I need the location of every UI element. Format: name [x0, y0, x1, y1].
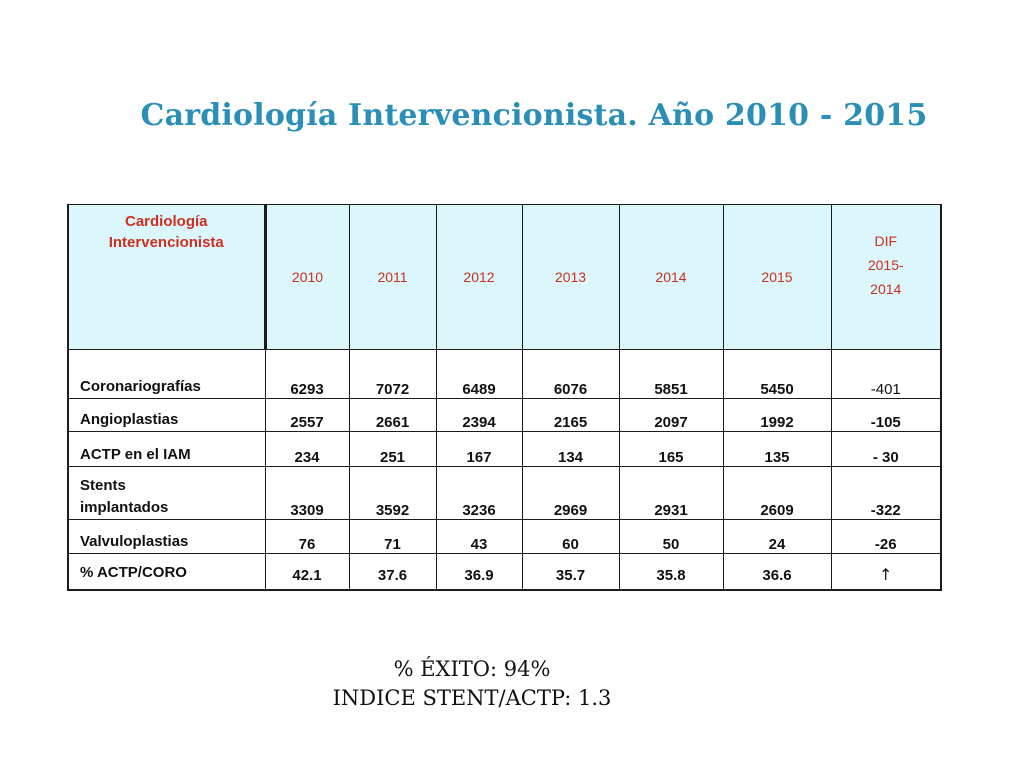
header-year-2013: 2013	[522, 205, 619, 350]
dif-cell: -26	[831, 520, 941, 554]
table-cell: 165	[619, 432, 723, 467]
table-cell: 2661	[349, 399, 436, 432]
stent-index: INDICE STENT/ACTP: 1.3	[332, 686, 612, 710]
table-cell: 6076	[522, 350, 619, 399]
row-label: % ACTP/CORO	[68, 554, 265, 591]
table-header-row	[68, 205, 941, 350]
table-cell: 35.8	[619, 554, 723, 591]
table-cell: 1992	[723, 399, 831, 432]
table-cell: 24	[723, 520, 831, 554]
row-label: ACTP en el IAM	[68, 432, 265, 467]
table-cell: 2097	[619, 399, 723, 432]
table-cell: 251	[349, 432, 436, 467]
dif-cell	[831, 554, 941, 591]
table-cell: 2931	[619, 467, 723, 520]
table-cell: 37.6	[349, 554, 436, 591]
header-dif-range: 2015- 2014	[867, 257, 904, 297]
table-cell: 234	[265, 432, 349, 467]
header-label: Cardiología Intervencionista	[68, 205, 265, 350]
table-cell: 167	[436, 432, 522, 467]
header-year-2015: 2015	[723, 205, 831, 350]
table-cell: 5851	[619, 350, 723, 399]
table-cell: 35.7	[522, 554, 619, 591]
table-cell: 71	[349, 520, 436, 554]
table-cell: 76	[265, 520, 349, 554]
summary-footer	[262, 655, 682, 713]
table-cell: 2394	[436, 399, 522, 432]
header-year-2014: 2014	[619, 205, 723, 350]
dif-cell: -322	[831, 467, 941, 520]
header-year-2010: 2010	[265, 205, 349, 350]
header-dif-label: DIF	[874, 233, 898, 249]
table-cell: 43	[436, 520, 522, 554]
table-cell: 2165	[522, 399, 619, 432]
row-label: Coronariografías	[68, 350, 265, 399]
header-year-2011: 2011	[349, 205, 436, 350]
table-cell: 36.6	[723, 554, 831, 591]
dif-cell: -105	[831, 399, 941, 432]
arrow-up-icon: ↑	[879, 565, 893, 584]
table-cell: 134	[522, 432, 619, 467]
table-row	[68, 399, 941, 432]
table-cell: 6293	[265, 350, 349, 399]
table-cell: 2609	[723, 467, 831, 520]
header-dif	[831, 205, 941, 350]
table-cell: 7072	[349, 350, 436, 399]
table-cell: 60	[522, 520, 619, 554]
data-table	[67, 204, 942, 591]
table-row	[68, 467, 941, 520]
table-cell: 42.1	[265, 554, 349, 591]
table-cell: 3236	[436, 467, 522, 520]
table-cell: 3309	[265, 467, 349, 520]
row-label: Angioplastias	[68, 399, 265, 432]
table-row	[68, 520, 941, 554]
row-label: Stents implantados	[68, 467, 265, 520]
table-cell: 5450	[723, 350, 831, 399]
dif-cell: -401	[831, 350, 941, 399]
table-cell: 2557	[265, 399, 349, 432]
dif-cell: - 30	[831, 432, 941, 467]
table-cell: 36.9	[436, 554, 522, 591]
table-row	[68, 350, 941, 399]
table-cell: 135	[723, 432, 831, 467]
table-cell: 6489	[436, 350, 522, 399]
table-row	[68, 554, 941, 591]
page-title: Cardiología Intervencionista. Año 2010 - 2015	[140, 98, 928, 133]
table-row	[68, 432, 941, 467]
success-rate: % ÉXITO: 94%	[393, 657, 551, 681]
header-year-2012: 2012	[436, 205, 522, 350]
row-label: Valvuloplastias	[68, 520, 265, 554]
table-cell: 2969	[522, 467, 619, 520]
table-cell: 50	[619, 520, 723, 554]
table-cell: 3592	[349, 467, 436, 520]
